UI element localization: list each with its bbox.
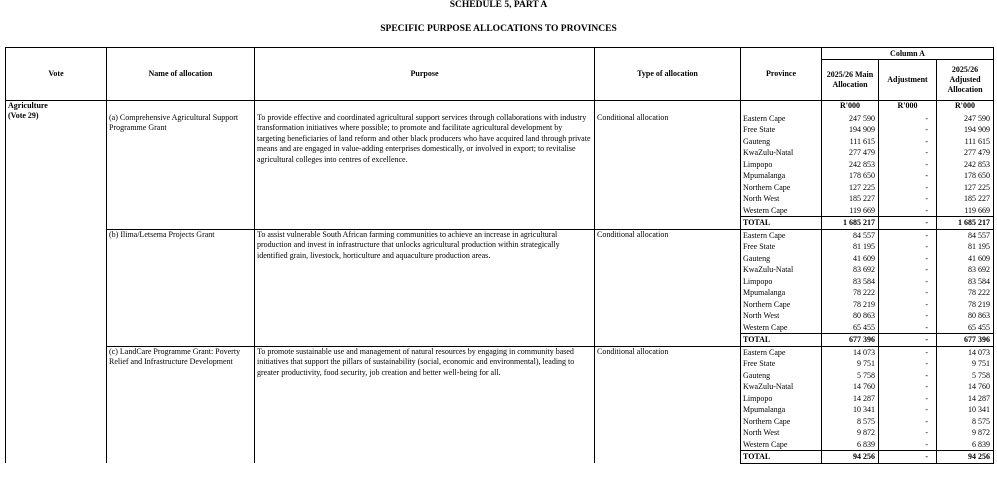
adjustment-cell: - [879,346,937,358]
adjusted-allocation-cell: 83 584 [937,276,994,288]
adjusted-allocation-cell: 14 287 [937,393,994,405]
main-allocation-cell: 8 575 [822,416,879,428]
adjustment-cell: - [879,124,937,136]
adjustment-cell: - [879,205,937,217]
adjusted-allocation-cell: 14 073 [937,346,994,358]
allocations-table [5,47,994,464]
vote-name: Agriculture [8,101,48,110]
adjusted-allocation-cell: 178 650 [937,170,994,182]
main-allocation-cell: 194 909 [822,124,879,136]
adjustment-cell: - [879,217,937,230]
main-allocation-cell: 1 685 217 [822,217,879,230]
province-cell: KwaZulu-Natal [741,381,822,393]
main-allocation-cell: 78 222 [822,287,879,299]
main-allocation-cell: 94 256 [822,451,879,464]
province-cell: TOTAL [741,451,822,464]
province-cell: Western Cape [741,205,822,217]
col-header-name: Name of allocation [107,48,255,101]
allocation-type: Conditional allocation [595,346,741,463]
adjusted-allocation-cell: 9 872 [937,427,994,439]
main-allocation-cell: 10 341 [822,404,879,416]
allocation-purpose: To provide effective and coordinated agricultural support services through collaborations with industry transformation initiatives where possible; to promote and facilitate agricultural development by targeting beneficiaries of land reform and other black producers who have acquired land through private means and are engaged in value-adding enterprises domestically, or involved in export; to revitalise agricultural colleges into centres of excellence. [255,113,595,230]
adjustment-cell: - [879,159,937,171]
province-cell: Northern Cape [741,299,822,311]
adjusted-allocation-cell: 242 853 [937,159,994,171]
adjusted-allocation-cell: 8 575 [937,416,994,428]
province-cell: Eastern Cape [741,346,822,358]
main-allocation-cell: 83 584 [822,276,879,288]
main-allocation-cell: 14 760 [822,381,879,393]
unit-adjustment: R'000 [879,101,937,113]
province-cell: Free State [741,241,822,253]
adjustment-cell: - [879,182,937,194]
province-cell: TOTAL [741,334,822,347]
table-row [6,113,994,125]
province-cell: North West [741,427,822,439]
main-allocation-cell: 677 396 [822,334,879,347]
adjusted-allocation-cell: 677 396 [937,334,994,347]
adjusted-allocation-cell: 111 615 [937,136,994,148]
province-cell: Eastern Cape [741,113,822,125]
main-allocation-cell: 242 853 [822,159,879,171]
allocation-type: Conditional allocation [595,113,741,230]
main-allocation-cell: 185 227 [822,193,879,205]
province-cell: North West [741,310,822,322]
province-cell: North West [741,193,822,205]
main-allocation-cell: 83 692 [822,264,879,276]
adjustment-cell: - [879,264,937,276]
allocation-type: Conditional allocation [595,229,741,346]
main-allocation-cell: 41 609 [822,253,879,265]
main-allocation-cell: 9 751 [822,358,879,370]
adjustment-cell: - [879,241,937,253]
adjusted-allocation-cell: 185 227 [937,193,994,205]
province-cell: Northern Cape [741,182,822,194]
vote-cell [6,101,107,464]
adjusted-allocation-cell: 277 479 [937,147,994,159]
col-header-adjustment: Adjustment [879,60,937,101]
province-cell: Limpopo [741,393,822,405]
main-allocation-cell: 5 758 [822,370,879,382]
province-cell: KwaZulu-Natal [741,264,822,276]
adjustment-cell: - [879,381,937,393]
adjustment-cell: - [879,322,937,334]
col-header-type: Type of allocation [595,48,741,101]
adjustment-cell: - [879,404,937,416]
adjustment-cell: - [879,427,937,439]
col-header-vote: Vote [6,48,107,101]
adjusted-allocation-cell: 1 685 217 [937,217,994,230]
unit-adjusted: R'000 [937,101,994,113]
table-body [6,101,994,464]
col-group-header: Column A [822,48,994,60]
adjustment-cell: - [879,334,937,347]
main-allocation-cell: 111 615 [822,136,879,148]
main-allocation-cell: 9 872 [822,427,879,439]
province-cell: KwaZulu-Natal [741,147,822,159]
adjusted-allocation-cell: 80 863 [937,310,994,322]
adjustment-cell: - [879,276,937,288]
province-cell: Mpumalanga [741,287,822,299]
province-cell: TOTAL [741,217,822,230]
adjustment-cell: - [879,193,937,205]
adjusted-allocation-cell: 78 222 [937,287,994,299]
col-header-adjusted-allocation: 2025/26 Adjusted Allocation [937,60,994,101]
vote-number: (Vote 29) [8,111,39,120]
adjusted-allocation-cell: 6 839 [937,439,994,451]
province-cell: Free State [741,358,822,370]
main-allocation-cell: 65 455 [822,322,879,334]
main-allocation-cell: 119 669 [822,205,879,217]
adjusted-allocation-cell: 78 219 [937,299,994,311]
unit-main: R'000 [822,101,879,113]
adjustment-cell: - [879,358,937,370]
col-header-purpose: Purpose [255,48,595,101]
main-allocation-cell: 247 590 [822,113,879,125]
col-header-province: Province [741,48,822,101]
schedule-heading: SCHEDULE 5, PART A [449,0,548,10]
adjusted-allocation-cell: 247 590 [937,113,994,125]
adjusted-allocation-cell: 84 557 [937,229,994,241]
main-allocation-cell: 78 219 [822,299,879,311]
main-allocation-cell: 14 287 [822,393,879,405]
adjustment-cell: - [879,439,937,451]
adjustment-cell: - [879,451,937,464]
adjusted-allocation-cell: 65 455 [937,322,994,334]
province-cell: Limpopo [741,159,822,171]
table-row [6,229,994,241]
adjusted-allocation-cell: 10 341 [937,404,994,416]
adjustment-cell: - [879,229,937,241]
province-cell: Free State [741,124,822,136]
province-cell: Mpumalanga [741,404,822,416]
province-cell: Limpopo [741,276,822,288]
allocation-name: (c) LandCare Programme Grant: Poverty Relief and Infrastructure Development [107,346,255,463]
adjusted-allocation-cell: 119 669 [937,205,994,217]
adjustment-cell: - [879,253,937,265]
allocation-name: (a) Comprehensive Agricultural Support Programme Grant [107,113,255,230]
adjustment-cell: - [879,287,937,299]
main-allocation-cell: 81 195 [822,241,879,253]
adjustment-cell: - [879,310,937,322]
adjusted-allocation-cell: 127 225 [937,182,994,194]
main-allocation-cell: 127 225 [822,182,879,194]
province-cell: Gauteng [741,253,822,265]
adjustment-cell: - [879,170,937,182]
main-allocation-cell: 277 479 [822,147,879,159]
adjusted-allocation-cell: 14 760 [937,381,994,393]
province-cell: Eastern Cape [741,229,822,241]
province-cell: Mpumalanga [741,170,822,182]
adjustment-cell: - [879,113,937,125]
adjusted-allocation-cell: 41 609 [937,253,994,265]
main-allocation-cell: 80 863 [822,310,879,322]
adjustment-cell: - [879,416,937,428]
table-row [6,346,994,358]
adjusted-allocation-cell: 194 909 [937,124,994,136]
province-cell: Western Cape [741,439,822,451]
main-allocation-cell: 84 557 [822,229,879,241]
adjustment-cell: - [879,299,937,311]
main-allocation-cell: 178 650 [822,170,879,182]
adjustment-cell: - [879,147,937,159]
page-title: SPECIFIC PURPOSE ALLOCATIONS TO PROVINCES [380,24,617,34]
province-cell: Gauteng [741,370,822,382]
main-allocation-cell: 14 073 [822,346,879,358]
adjusted-allocation-cell: 9 751 [937,358,994,370]
adjustment-cell: - [879,370,937,382]
allocation-purpose: To assist vulnerable South African farming communities to achieve an increase in agricultural production and invest in infrastructure that unlocks agricultural production within strategically identified grain, livestock, horticulture and aquaculture production areas. [255,229,595,346]
allocation-name: (b) Ilima/Letsema Projects Grant [107,229,255,346]
adjusted-allocation-cell: 5 758 [937,370,994,382]
adjustment-cell: - [879,136,937,148]
adjusted-allocation-cell: 81 195 [937,241,994,253]
main-allocation-cell: 6 839 [822,439,879,451]
adjusted-allocation-cell: 83 692 [937,264,994,276]
adjustment-cell: - [879,393,937,405]
province-cell: Western Cape [741,322,822,334]
province-cell: Northern Cape [741,416,822,428]
province-cell: Gauteng [741,136,822,148]
adjusted-allocation-cell: 94 256 [937,451,994,464]
col-header-main-allocation: 2025/26 Main Allocation [822,60,879,101]
allocation-purpose: To promote sustainable use and management of natural resources by engaging in community based initiatives that support the pillars of sustainability (social, economic and environmental), leading to greater productivity, food security, job creation and better well-being for all. [255,346,595,463]
